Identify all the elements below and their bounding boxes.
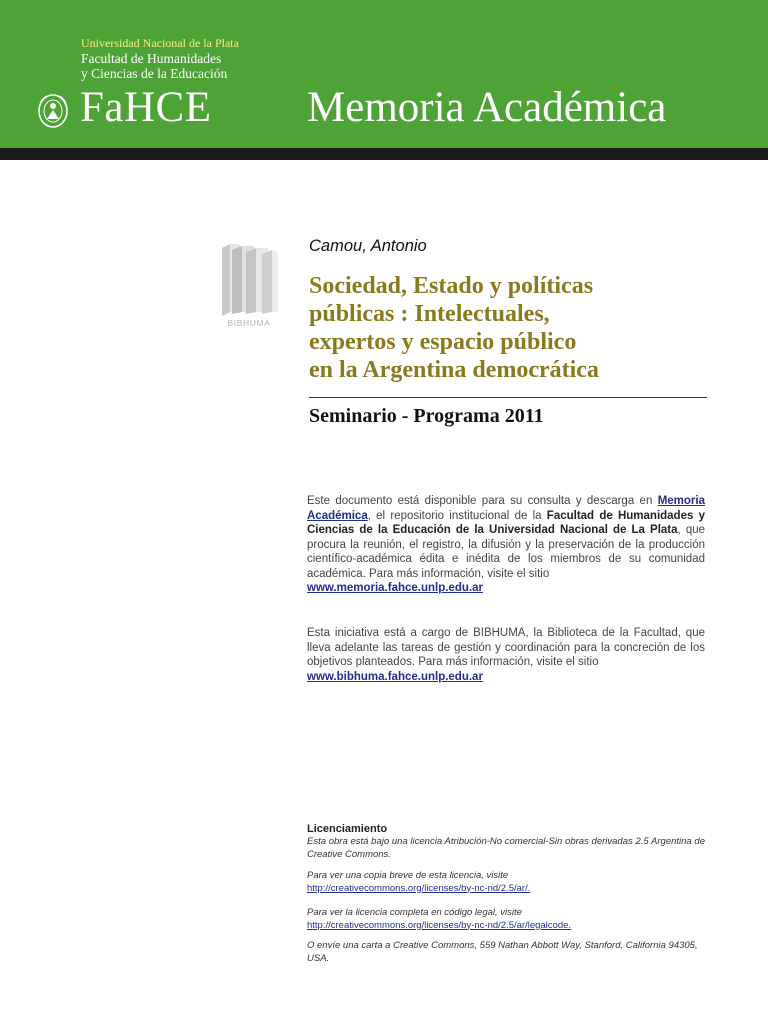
license-body: Esta obra está bajo una licencia Atribución-No comercial-Sin obras derivadas 2.5 Argentina de Creative Commons. xyxy=(307,836,705,860)
memoria-academica-link[interactable]: Memoria Académica xyxy=(307,495,705,522)
memoria-site-link[interactable]: www.memoria.fahce.unlp.edu.ar xyxy=(307,582,483,594)
document-author: Camou, Antonio xyxy=(309,237,427,255)
title-line: en la Argentina democrática xyxy=(309,357,599,383)
faculty-full-name: Facultad de Humanidades y Ciencias de la Educación de la Universidad Nacional de La Plata xyxy=(307,509,705,536)
faculty-name-line2: y Ciencias de la Educación xyxy=(81,66,228,81)
p2-text: Esta iniciativa está a cargo de BIBHUMA, la Biblioteca de la Facultad, que lleva adelante las tareas de gestión y coordinación para la concreción de los objetivos planteados. Para más información, visite el sitio xyxy=(307,627,705,668)
bibhuma-books-logo xyxy=(216,240,282,330)
fahce-brand: FaHCE xyxy=(80,84,212,131)
document-subtitle: Seminario - Programa 2011 xyxy=(309,405,544,427)
bibhuma-logo-text: BIBHUMA xyxy=(227,318,271,328)
title-line: Sociedad, Estado y políticas xyxy=(309,273,594,299)
document-title xyxy=(309,272,719,384)
license-full-intro: Para ver la licencia completa en código legal, visite xyxy=(307,907,522,918)
university-name: Universidad Nacional de la Plata xyxy=(81,36,239,50)
license-full-block xyxy=(307,907,705,932)
availability-paragraph xyxy=(307,494,705,596)
university-seal-icon xyxy=(37,93,69,129)
bibhuma-paragraph xyxy=(307,626,705,684)
bibhuma-site-link[interactable]: www.bibhuma.fahce.unlp.edu.ar xyxy=(307,670,483,683)
title-line: públicas : Intelectuales, xyxy=(309,301,550,327)
license-short-block xyxy=(307,870,705,895)
p1-intro: Este documento está disponible para su consulta y descarga en xyxy=(307,495,653,507)
license-full-link[interactable]: http://creativecommons.org/licenses/by-nc-nd/2.5/ar/legalcode. xyxy=(307,919,572,931)
license-short-intro: Para ver una copia breve de esta licencia, visite xyxy=(307,870,509,881)
license-mail-address: O envíe una carta a Creative Commons, 559 Nathan Abbott Way, Stanford, California 94305, USA. xyxy=(307,940,698,964)
title-divider xyxy=(309,397,707,398)
license-short-link[interactable]: http://creativecommons.org/licenses/by-nc-nd/2.5/ar/. xyxy=(307,882,531,894)
p1-mid: , el repositorio institucional de la xyxy=(367,509,547,522)
p1-rest: , que procura la reunión, el registro, la difusión y la preservación de la producción científico-académica édita e inédita de los miembros de su comunidad académica. Para más información, visite el sitio xyxy=(307,524,706,580)
header-dark-strip xyxy=(0,148,768,160)
faculty-name-line1: Facultad de Humanidades xyxy=(81,51,222,66)
repository-title: Memoria Académica xyxy=(307,84,667,131)
title-line: expertos y espacio público xyxy=(309,329,577,355)
license-heading: Licenciamiento xyxy=(307,823,388,835)
